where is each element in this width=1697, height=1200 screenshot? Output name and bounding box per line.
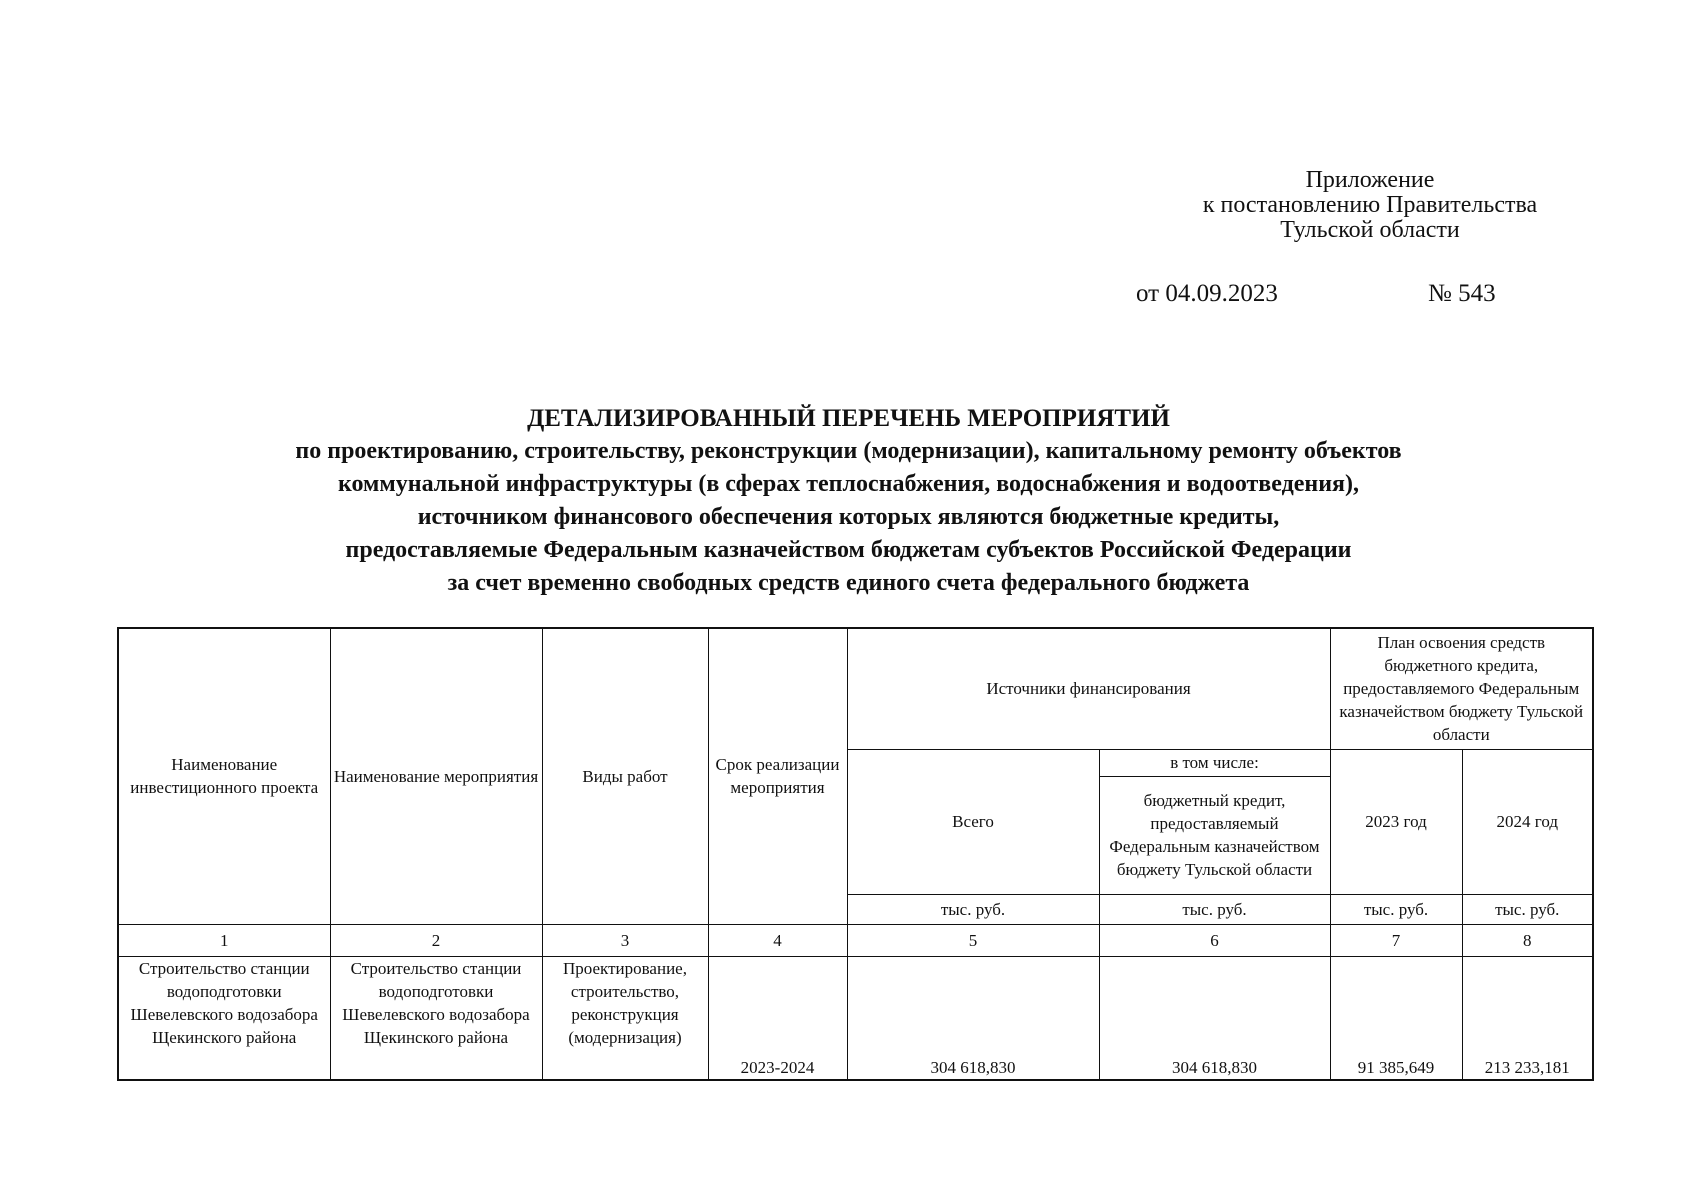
appendix-block — [1160, 168, 1580, 243]
header-event-name: Наименование мероприятия — [330, 628, 542, 924]
appendix-region: Тульской области — [1280, 217, 1460, 243]
events-table — [117, 627, 1594, 1081]
table-row — [118, 956, 1593, 1080]
appendix-title: Приложение — [1305, 167, 1435, 193]
header-sources: Источники финансирования — [847, 628, 1330, 749]
column-number: 5 — [847, 924, 1099, 956]
column-number: 4 — [708, 924, 847, 956]
unit-label: тыс. руб. — [1099, 894, 1330, 924]
cell-plan-2024: 213 233,181 — [1462, 956, 1593, 1080]
title-line: коммунальной инфраструктуры (в сферах теплоснабжения, водоснабжения и водоотведения), — [337, 471, 1360, 497]
column-number: 1 — [118, 924, 330, 956]
cell-project-name: Строительство станции водоподготовки Шевелевского водозабора Щекинского района — [118, 956, 330, 1080]
column-number: 7 — [1330, 924, 1462, 956]
document-title — [0, 402, 1697, 600]
column-number: 3 — [542, 924, 708, 956]
header-credit: бюджетный кредит, предоставляемый Федеральным казначейством бюджету Тульской области — [1099, 776, 1330, 894]
unit-label: тыс. руб. — [1330, 894, 1462, 924]
decree-date: от 04.09.2023 — [1136, 280, 1278, 307]
header-plan: План освоения средств бюджетного кредита, предоставляемого Федеральным казначейством бюджету Тульской области — [1330, 628, 1593, 749]
cell-plan-2023: 91 385,649 — [1330, 956, 1462, 1080]
header-term: Срок реализации мероприятия — [708, 628, 847, 924]
title-line: за счет временно свободных средств единого счета федерального бюджета — [447, 570, 1250, 596]
title-line: источником финансового обеспечения которых являются бюджетные кредиты, — [417, 504, 1280, 530]
unit-label: тыс. руб. — [1462, 894, 1593, 924]
cell-term: 2023-2024 — [708, 956, 847, 1080]
header-project-name: Наименование инвестиционного проекта — [118, 628, 330, 924]
decree-number: № 543 — [1428, 280, 1496, 307]
cell-credit: 304 618,830 — [1099, 956, 1330, 1080]
header-year-2023: 2023 год — [1330, 749, 1462, 894]
unit-label: тыс. руб. — [847, 894, 1099, 924]
appendix-reference: к постановлению Правительства — [1202, 192, 1538, 218]
header-work-types: Виды работ — [542, 628, 708, 924]
title-line: предоставляемые Федеральным казначейством бюджетам субъектов Российской Федерации — [345, 537, 1352, 563]
cell-work-types: Проектирование, строительство, реконструкция (модернизация) — [542, 956, 708, 1080]
header-year-2024: 2024 год — [1462, 749, 1593, 894]
column-numbers-row — [118, 924, 1593, 956]
title-line: по проектированию, строительству, реконструкции (модернизации), капитальному ремонту объектов — [295, 438, 1402, 464]
header-in-total: в том числе: — [1099, 749, 1330, 776]
column-number: 6 — [1099, 924, 1330, 956]
header-total: Всего — [847, 749, 1099, 894]
title-main: ДЕТАЛИЗИРОВАННЫЙ ПЕРЕЧЕНЬ МЕРОПРИЯТИЙ — [527, 405, 1170, 432]
column-number: 2 — [330, 924, 542, 956]
column-number: 8 — [1462, 924, 1593, 956]
cell-event-name: Строительство станции водоподготовки Шевелевского водозабора Щекинского района — [330, 956, 542, 1080]
cell-total: 304 618,830 — [847, 956, 1099, 1080]
